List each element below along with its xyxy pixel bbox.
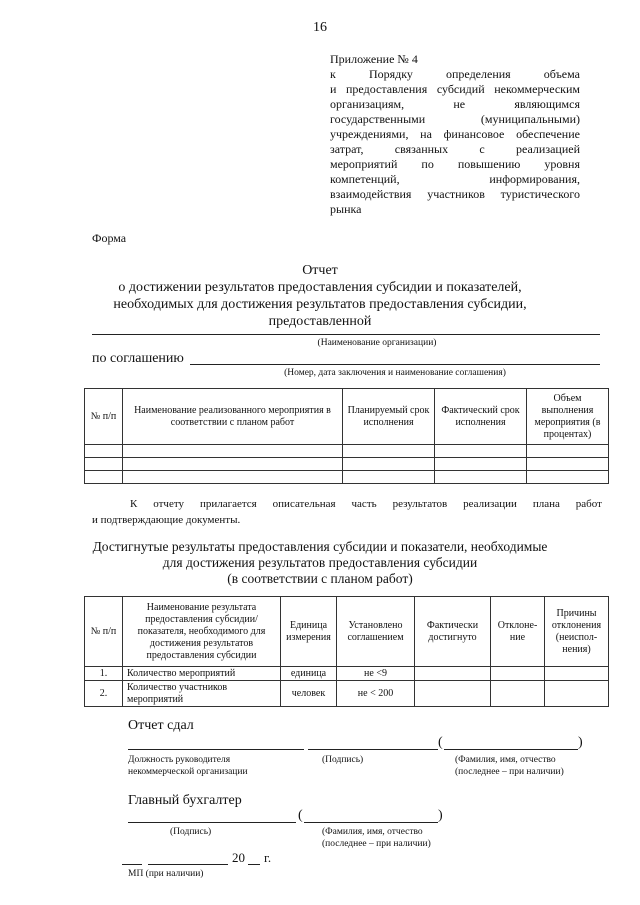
table-row — [85, 445, 609, 458]
row-set-value: не < 200 — [337, 681, 415, 707]
col-reason-header: Причины отклонения (неиспол-нения) — [545, 597, 609, 667]
appendix-line — [330, 112, 580, 127]
note-word: реализации — [463, 498, 517, 510]
report-submitted-heading: Отчет сдал — [128, 718, 194, 733]
row-name: Количество мероприятий — [123, 667, 281, 681]
appendix-word: и — [330, 82, 337, 96]
table-row — [85, 667, 609, 681]
appendix-word: на — [420, 127, 432, 141]
table-row — [85, 681, 609, 707]
appendix-line — [330, 82, 580, 97]
table-cell[interactable] — [527, 471, 609, 484]
note-word: описательная — [272, 498, 336, 510]
appendix-word: определения — [445, 67, 511, 81]
col-actual-header: Фактически достигнуто — [415, 597, 491, 667]
results-title-line: (в соответствии с планом работ) — [227, 571, 413, 586]
row-actual-value[interactable] — [415, 667, 491, 681]
col-number-header: № п/п — [85, 597, 123, 667]
date-year-field[interactable] — [248, 864, 260, 865]
stamp-caption: МП (при наличии) — [128, 869, 204, 879]
head-signature-field[interactable] — [308, 749, 438, 750]
table-cell[interactable] — [123, 445, 343, 458]
agreement-caption: (Номер, дата заключения и наименование соглашения) — [284, 368, 506, 378]
note-line — [92, 496, 602, 512]
accountant-signature-field[interactable] — [128, 822, 296, 823]
row-set-value: не <9 — [337, 667, 415, 681]
appendix-word: обеспечение — [516, 127, 580, 141]
col-set-header: Установлено соглашением — [337, 597, 415, 667]
table-cell[interactable] — [343, 458, 435, 471]
table-header-row — [85, 389, 609, 445]
appendix-word: Порядку — [368, 67, 413, 81]
appendix-word: с — [479, 142, 485, 156]
row-number: 1. — [85, 667, 123, 681]
results-title-line: для достижения результатов предоставления субсидии — [162, 555, 478, 570]
report-title-line: предоставленной — [268, 314, 372, 329]
appendix-word: предоставления — [346, 82, 428, 96]
attachment-note — [92, 496, 602, 528]
table-cell[interactable] — [85, 471, 123, 484]
organization-caption: (Наименование организации) — [317, 338, 437, 348]
head-name-field[interactable] — [444, 749, 578, 750]
accountant-signature-caption: (Подпись) — [170, 827, 212, 837]
appendix-word: связанных — [394, 142, 449, 156]
note-word: работ — [575, 498, 602, 510]
row-deviation[interactable] — [491, 681, 545, 707]
col-number-header: № п/п — [85, 389, 123, 445]
appendix-word: учреждениями, — [330, 127, 409, 141]
appendix-line — [330, 127, 580, 142]
page-number: 16 — [313, 20, 327, 35]
appendix-word: по — [421, 157, 434, 171]
close-paren: ) — [578, 735, 583, 750]
note-word: К — [130, 498, 138, 510]
appendix-word: к — [330, 67, 336, 81]
table-row — [85, 471, 609, 484]
appendix-word: компетенций, — [330, 172, 400, 186]
appendix-word: объема — [543, 67, 580, 81]
col-unit-header: Единица измерения — [281, 597, 337, 667]
report-title-line: Отчет — [302, 263, 338, 278]
table-cell[interactable] — [85, 445, 123, 458]
appendix-word: финансовое — [443, 127, 505, 141]
col-deviation-header: Отклоне-ние — [491, 597, 545, 667]
date-month-field[interactable] — [148, 864, 228, 865]
date-year-suffix: г. — [264, 850, 272, 865]
note-word: результатов — [392, 498, 448, 510]
note-word: отчету — [153, 498, 185, 510]
appendix-word: взаимодействия — [330, 187, 412, 201]
appendix-word: повышению — [457, 157, 521, 171]
note-word: прилагается — [199, 498, 257, 510]
row-actual-value[interactable] — [415, 681, 491, 707]
note-line: и подтверждающие документы. — [92, 514, 241, 526]
appendix-word: некоммерческим — [494, 82, 580, 96]
appendix-word: туристического — [500, 187, 580, 201]
note-word: часть — [351, 498, 377, 510]
report-title-line: о достижении результатов предоставления субсидии и показателей, — [118, 280, 522, 295]
head-name-caption: (Фамилия, имя, отчество (последнее – при наличии) — [455, 755, 564, 777]
table-cell[interactable] — [435, 471, 527, 484]
col-activity-header: Наименование реализованного мероприятия в соответствии с планом работ — [123, 389, 343, 445]
appendix-line — [330, 97, 580, 112]
date-day-field[interactable] — [122, 864, 142, 865]
table-cell[interactable] — [343, 445, 435, 458]
head-position-caption: Должность руководителя некоммерческой организации — [128, 755, 248, 777]
appendix-line — [330, 157, 580, 172]
table-cell[interactable] — [527, 445, 609, 458]
row-reason[interactable] — [545, 681, 609, 707]
note-word: плана — [532, 498, 560, 510]
table-cell[interactable] — [123, 471, 343, 484]
appendix-word: участников — [427, 187, 485, 201]
table-cell[interactable] — [343, 471, 435, 484]
table-cell[interactable] — [85, 458, 123, 471]
row-reason[interactable] — [545, 667, 609, 681]
activities-table — [84, 388, 609, 484]
appendix-word: уровня — [544, 157, 580, 171]
table-header-row — [85, 597, 609, 667]
table-cell[interactable] — [435, 458, 527, 471]
appendix-word: затрат, — [330, 142, 364, 156]
row-unit: человек — [281, 681, 337, 707]
results-section-title — [0, 539, 640, 587]
appendix-line — [330, 202, 580, 217]
col-result-header: Наименование результата предоставления субсидии/ показателя, необходимого для достижения результатов предоставления субсидии — [123, 597, 281, 667]
appendix-word: мероприятий — [330, 157, 398, 171]
agreement-field[interactable] — [190, 364, 600, 365]
col-actual-date-header: Фактический срок исполнения — [435, 389, 527, 445]
head-position-field[interactable] — [128, 749, 304, 750]
chief-accountant-heading: Главный бухгалтер — [128, 793, 242, 808]
col-planned-date-header: Планируемый срок исполнения — [343, 389, 435, 445]
form-label: Форма — [92, 231, 127, 245]
open-paren: ( — [298, 808, 303, 823]
table-cell[interactable] — [435, 445, 527, 458]
appendix-word: не — [453, 97, 466, 111]
table-row — [85, 458, 609, 471]
table-cell[interactable] — [527, 458, 609, 471]
row-unit: единица — [281, 667, 337, 681]
appendix-word: являющимся — [514, 97, 580, 111]
results-title-line: Достигнутые результаты предоставления субсидии и показатели, необходимые — [92, 539, 548, 554]
date-year-prefix: 20 — [232, 850, 245, 865]
results-table — [84, 596, 609, 707]
appendix-word: рынка — [330, 202, 362, 216]
report-title — [0, 262, 640, 330]
accountant-name-caption: (Фамилия, имя, отчество (последнее – при наличии) — [322, 827, 431, 849]
appendix-word: (муниципальными) — [480, 112, 580, 126]
row-name: Количество участников мероприятий — [123, 681, 281, 707]
appendix-word: субсидий — [436, 82, 485, 96]
appendix-text — [330, 67, 580, 217]
table-cell[interactable] — [123, 458, 343, 471]
close-paren: ) — [438, 808, 443, 823]
appendix-title: Приложение № 4 — [330, 52, 418, 66]
appendix-word: реализацией — [516, 142, 580, 156]
open-paren: ( — [438, 735, 443, 750]
row-number: 2. — [85, 681, 123, 707]
appendix-word: организациям, — [330, 97, 405, 111]
appendix-line — [330, 67, 580, 82]
organization-name-field[interactable] — [92, 334, 600, 335]
appendix-word: информирования, — [489, 172, 580, 186]
appendix-line — [330, 187, 580, 202]
col-volume-header: Объем выполнения мероприятия (в процентах) — [527, 389, 609, 445]
appendix-line — [330, 172, 580, 187]
head-signature-caption: (Подпись) — [322, 755, 364, 765]
accountant-name-field[interactable] — [304, 822, 438, 823]
appendix-word: государственными — [330, 112, 426, 126]
agreement-label: по соглашению — [92, 351, 184, 366]
appendix-line — [330, 142, 580, 157]
row-deviation[interactable] — [491, 667, 545, 681]
report-title-line: необходимых для достижения результатов предоставления субсидии, — [113, 297, 527, 312]
